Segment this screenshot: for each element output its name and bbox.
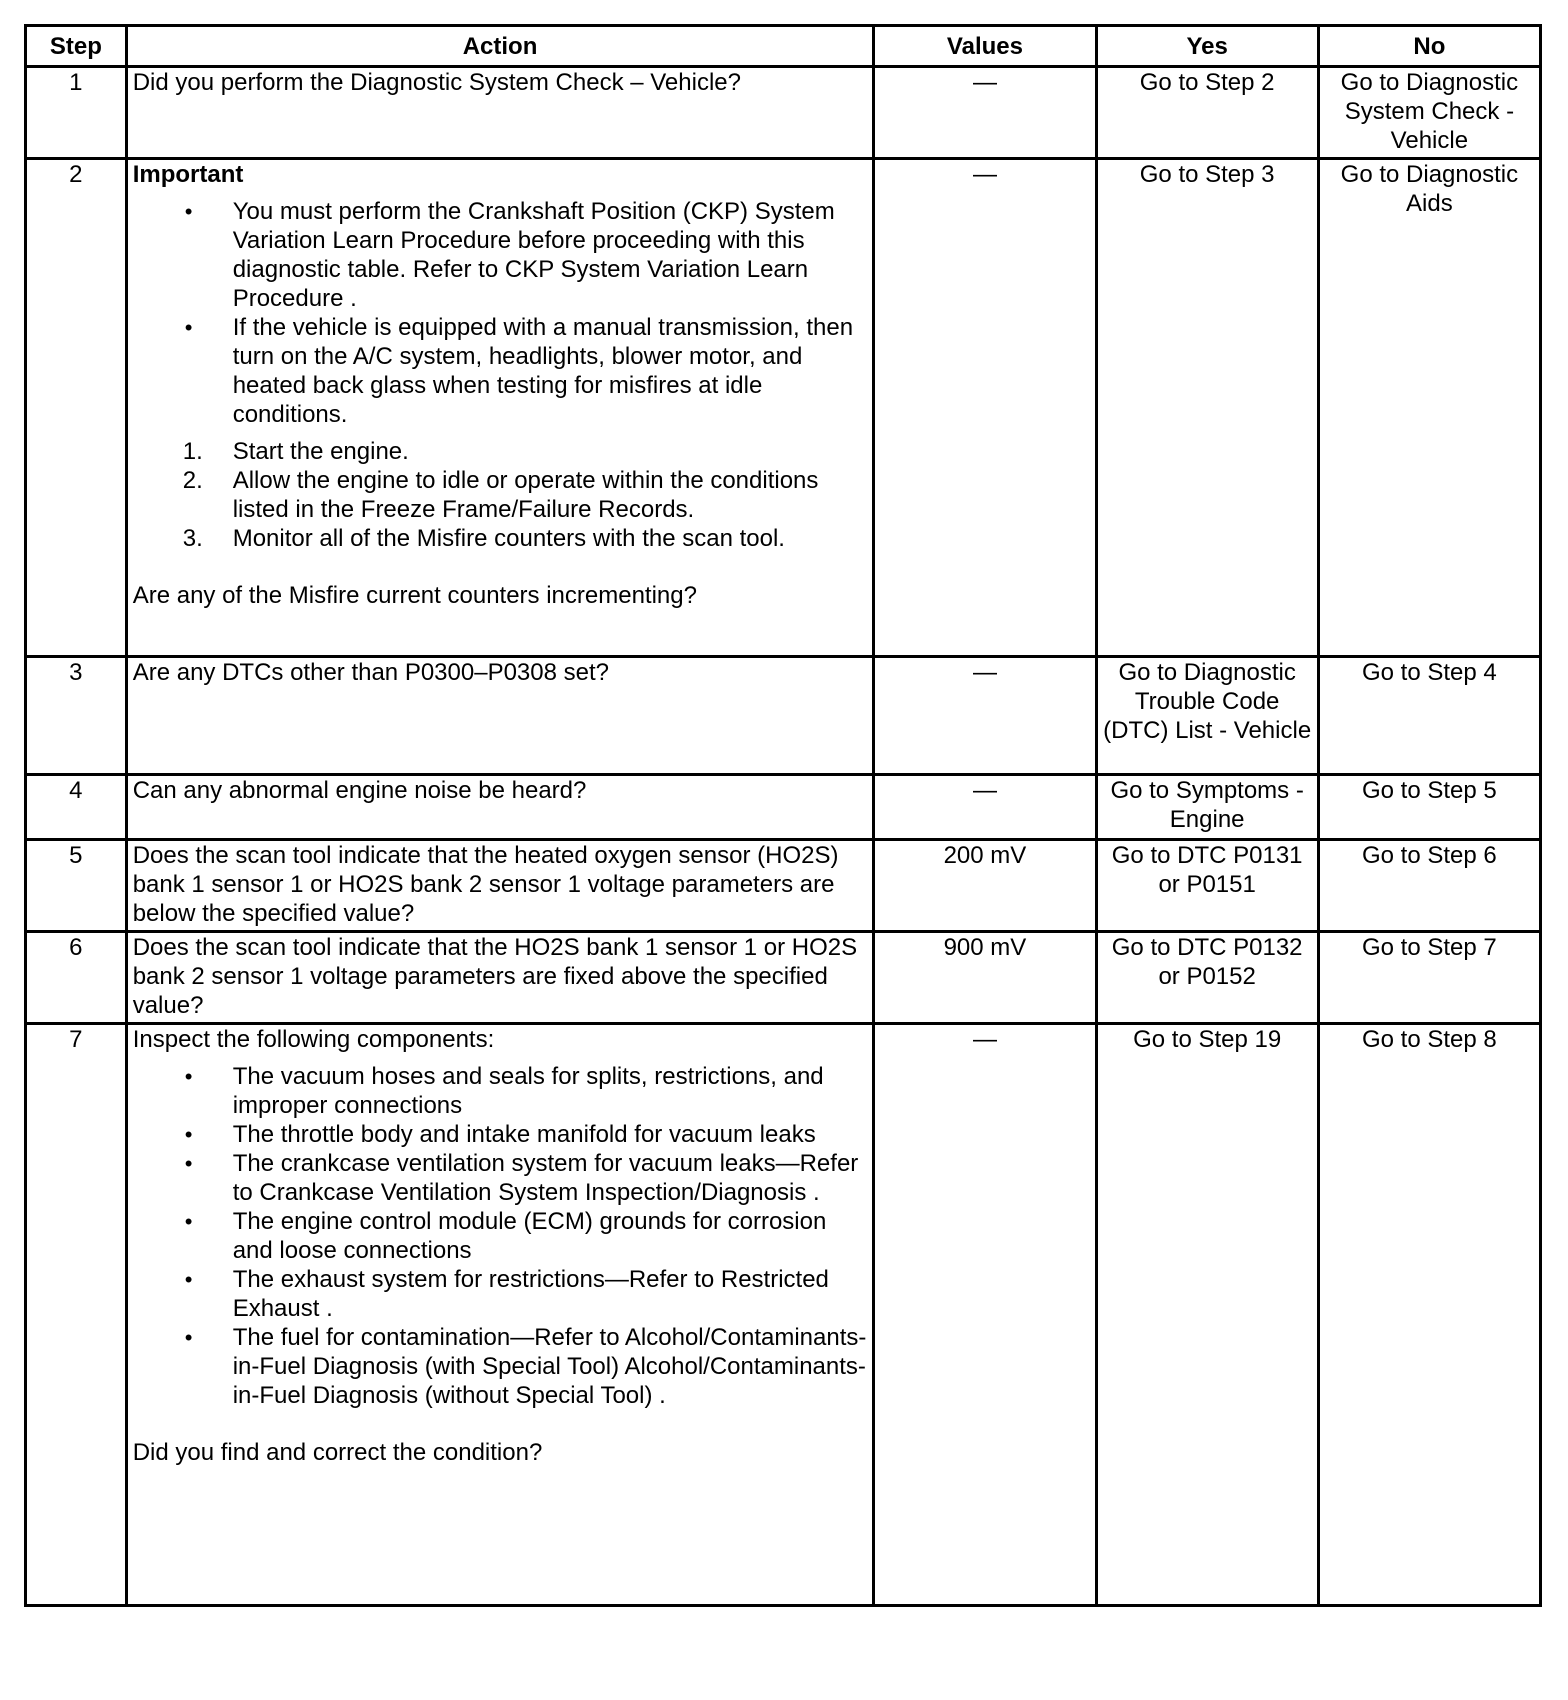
no-cell: Go to Diagnostic System Check - Vehicle <box>1318 67 1540 159</box>
list-item: Allow the engine to idle or operate within the conditions listed in the Freeze Frame/Failure Records. <box>232 467 819 523</box>
list-item: • The exhaust system for restrictions—Refer to Restricted Exhaust . <box>133 1265 868 1323</box>
header-row <box>26 26 1541 67</box>
list-item: • The throttle body and intake manifold for vacuum leaks <box>133 1120 868 1149</box>
list-item: • You must perform the Crankshaft Position (CKP) System Variation Learn Procedure before proceeding with this diagnostic table. Refer to CKP System Variation Learn Procedure . <box>133 197 868 313</box>
value-cell: — <box>874 657 1096 775</box>
important-label: Important <box>132 161 244 188</box>
action-question: Did you perform the Diagnostic System Check – Vehicle? <box>132 69 741 96</box>
header-action: Action <box>126 26 874 67</box>
table-row <box>26 159 1541 657</box>
list-item: • The vacuum hoses and seals for splits, restrictions, and improper connections <box>133 1062 868 1120</box>
value-cell: — <box>874 775 1096 840</box>
no-cell: Go to Step 8 <box>1318 1024 1540 1606</box>
value-cell: 900 mV <box>874 932 1096 1024</box>
header-step: Step <box>26 26 127 67</box>
step-number: 6 <box>26 932 127 1024</box>
yes-cell: Go to DTC P0131 or P0151 <box>1096 840 1318 932</box>
header-yes: Yes <box>1096 26 1318 67</box>
list-item: • The crankcase ventilation system for vacuum leaks—Refer to Crankcase Ventilation System Inspection/Diagnosis . <box>133 1149 868 1207</box>
step-number: 5 <box>26 840 127 932</box>
step-number: 2 <box>26 159 127 657</box>
action-cell <box>126 67 874 159</box>
action-cell <box>126 840 874 932</box>
list-item: • The fuel for contamination—Refer to Alcohol/Contaminants-in-Fuel Diagnosis (with Special Tool) Alcohol/Contaminants-in-Fuel Diagnosis (without Special Tool) . <box>133 1323 868 1410</box>
table-row <box>26 1024 1541 1606</box>
step-number: 4 <box>26 775 127 840</box>
list-item: • If the vehicle is equipped with a manual transmission, then turn on the A/C system, headlights, blower motor, and heated back glass when testing for misfires at idle conditions. <box>133 313 868 429</box>
list-item: • The engine control module (ECM) grounds for corrosion and loose connections <box>133 1207 868 1265</box>
action-question: Does the scan tool indicate that the heated oxygen sensor (HO2S) bank 1 sensor 1 or HO2S bank 2 sensor 1 voltage parameters are below the specified value? <box>132 842 839 927</box>
action-question: Are any DTCs other than P0300–P0308 set? <box>132 659 609 686</box>
value-cell: — <box>874 159 1096 657</box>
yes-cell: Go to Step 19 <box>1096 1024 1318 1606</box>
yes-cell: Go to Symptoms - Engine <box>1096 775 1318 840</box>
no-cell: Go to Step 4 <box>1318 657 1540 775</box>
step-number: 7 <box>26 1024 127 1606</box>
yes-cell: Go to Diagnostic Trouble Code (DTC) List - Vehicle <box>1096 657 1318 775</box>
diagnostic-table <box>24 24 1542 1607</box>
table-row <box>26 775 1541 840</box>
action-cell <box>126 657 874 775</box>
list-item: Monitor all of the Misfire counters with the scan tool. <box>232 525 785 552</box>
action-intro: Inspect the following components: <box>132 1026 495 1053</box>
yes-cell: Go to Step 3 <box>1096 159 1318 657</box>
step-number: 1 <box>26 67 127 159</box>
action-cell <box>126 775 874 840</box>
action-question: Does the scan tool indicate that the HO2S bank 1 sensor 1 or HO2S bank 2 sensor 1 voltage parameters are fixed above the specified value? <box>132 934 858 1019</box>
no-cell: Go to Step 7 <box>1318 932 1540 1024</box>
value-cell: — <box>874 1024 1096 1606</box>
value-cell: 200 mV <box>874 840 1096 932</box>
bullet-list <box>133 1062 868 1410</box>
table-row <box>26 932 1541 1024</box>
no-cell: Go to Step 5 <box>1318 775 1540 840</box>
no-cell: Go to Step 6 <box>1318 840 1540 932</box>
numbered-list <box>133 437 868 553</box>
step-number: 3 <box>26 657 127 775</box>
yes-cell: Go to Step 2 <box>1096 67 1318 159</box>
bullet-list <box>133 197 868 429</box>
action-question: Are any of the Misfire current counters incrementing? <box>132 582 697 609</box>
list-item: Start the engine. <box>232 438 409 465</box>
action-cell <box>126 159 874 657</box>
table-row <box>26 657 1541 775</box>
no-cell: Go to Diagnostic Aids <box>1318 159 1540 657</box>
yes-cell: Go to DTC P0132 or P0152 <box>1096 932 1318 1024</box>
action-cell <box>126 1024 874 1606</box>
action-question: Can any abnormal engine noise be heard? <box>132 777 587 804</box>
action-cell <box>126 932 874 1024</box>
value-cell: — <box>874 67 1096 159</box>
table-row <box>26 67 1541 159</box>
header-values: Values <box>874 26 1096 67</box>
header-no: No <box>1318 26 1540 67</box>
action-question: Did you find and correct the condition? <box>132 1439 543 1466</box>
table-row <box>26 840 1541 932</box>
